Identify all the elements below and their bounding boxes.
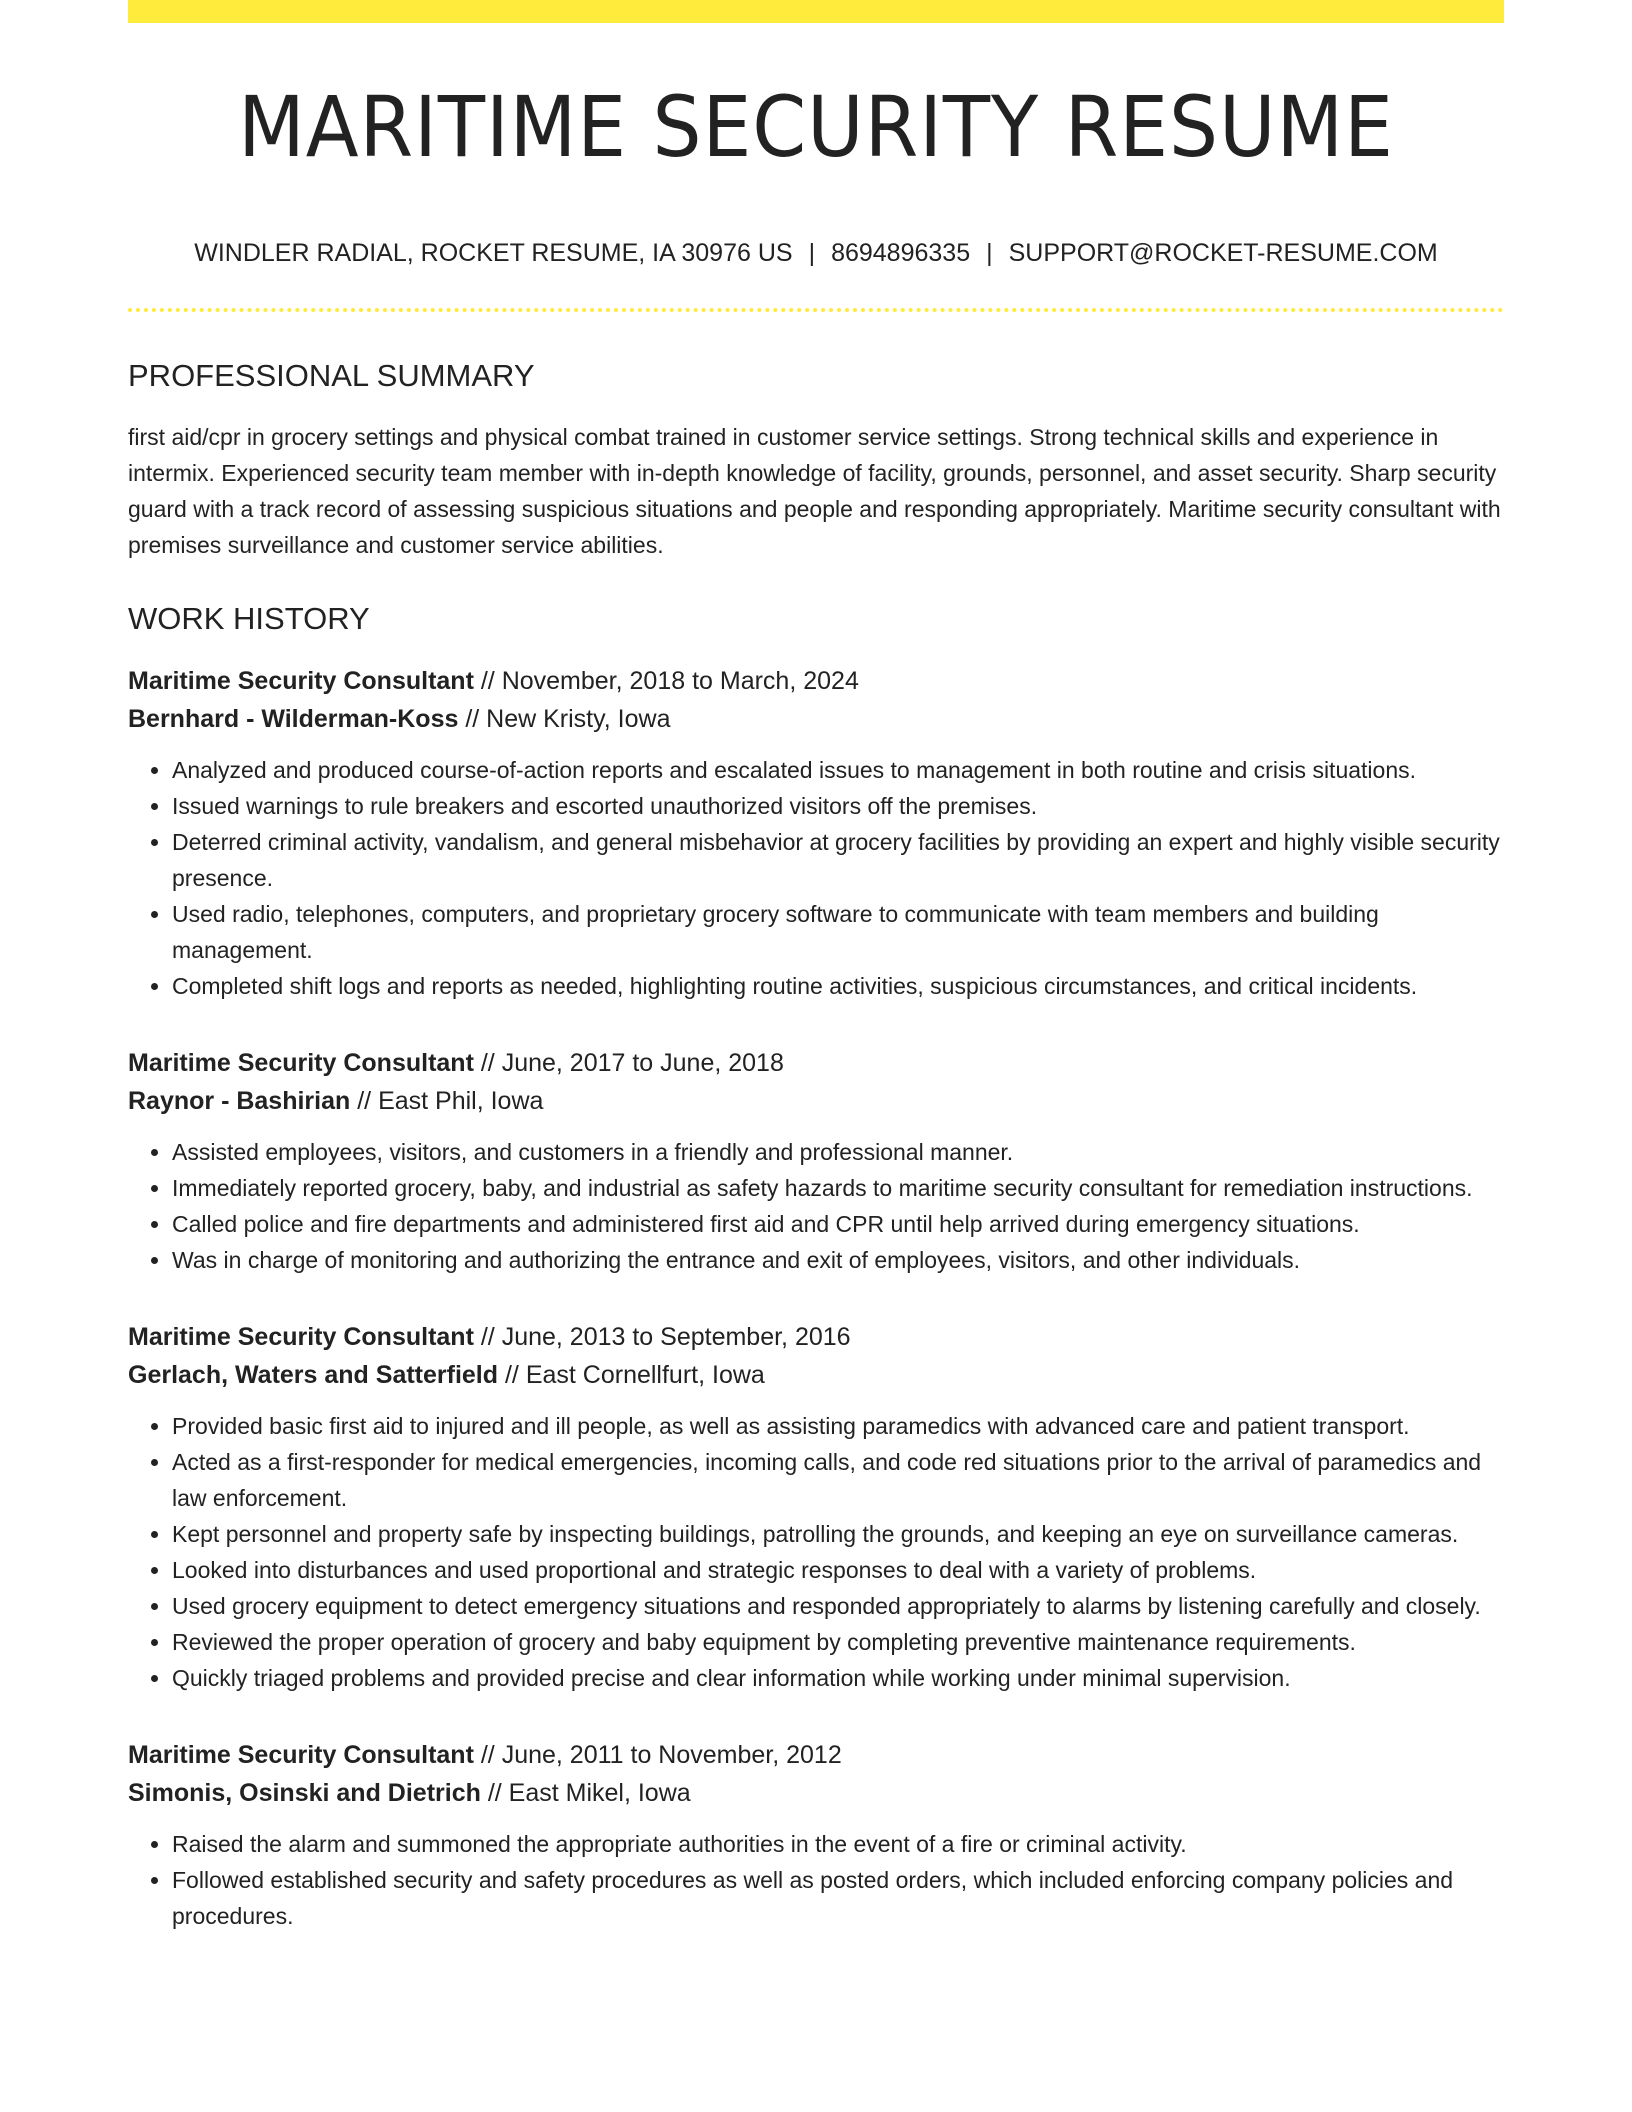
job-company-line	[128, 1356, 1504, 1394]
work-history-heading: WORK HISTORY	[128, 601, 370, 636]
job-bullet-item: • Acted as a first-responder for medical emergencies, incoming calls, and code red situations prior to the arrival of paramedics and law enforcement.	[172, 1444, 1504, 1516]
job-role: Maritime Security Consultant	[128, 1049, 474, 1077]
job-bullet-item: • Immediately reported grocery, baby, and industrial as safety hazards to maritime security consultant for remediation instructions.	[172, 1170, 1504, 1206]
top-accent-bar	[128, 0, 1504, 23]
job-entry	[128, 1044, 1504, 1278]
job-role-line	[128, 1318, 1504, 1356]
contact-line	[128, 239, 1504, 268]
job-bullet-item: • Was in charge of monitoring and authorizing the entrance and exit of employees, visitors, and other individuals.	[172, 1242, 1504, 1278]
job-role: Maritime Security Consultant	[128, 1741, 474, 1769]
summary-heading: PROFESSIONAL SUMMARY	[128, 358, 535, 393]
job-dates: // June, 2011 to November, 2012	[473, 1741, 842, 1769]
job-bullets	[128, 1134, 1504, 1278]
job-company: Bernhard - Wilderman-Koss	[128, 705, 459, 733]
job-bullet-item: • Quickly triaged problems and provided precise and clear information while working under minimal supervision.	[172, 1660, 1504, 1696]
job-role: Maritime Security Consultant	[128, 1323, 474, 1351]
job-company-line	[128, 700, 1504, 738]
job-bullets	[128, 1826, 1504, 1934]
job-location: // New Kristy, Iowa	[458, 705, 671, 733]
job-company: Simonis, Osinski and Dietrich	[128, 1779, 481, 1807]
job-bullet-item: • Raised the alarm and summoned the appropriate authorities in the event of a fire or criminal activity.	[172, 1826, 1504, 1862]
job-dates: // June, 2017 to June, 2018	[473, 1049, 784, 1077]
job-bullet-item: • Used radio, telephones, computers, and proprietary grocery software to communicate with team members and building management.	[172, 896, 1504, 968]
job-company-line	[128, 1774, 1504, 1812]
job-entry	[128, 1736, 1504, 1934]
job-location: // East Phil, Iowa	[350, 1087, 544, 1115]
job-bullet-item: • Kept personnel and property safe by inspecting buildings, patrolling the grounds, and keeping an eye on surveillance cameras.	[172, 1516, 1504, 1552]
job-bullet-item: • Deterred criminal activity, vandalism, and general misbehavior at grocery facilities by providing an expert and highly visible security presence.	[172, 824, 1504, 896]
summary-text: first aid/cpr in grocery settings and physical combat trained in customer service settings. Strong technical skills and experience in intermix. Experienced security team member with in-depth knowledge of facility, grounds, personnel, and asset security. Sharp security guard with a track record of assessing suspicious situations and people and responding appropriately. Maritime security consultant with premises surveillance and customer service abilities.	[128, 424, 1501, 558]
job-bullet-item: • Issued warnings to rule breakers and escorted unauthorized visitors off the premises.	[172, 788, 1504, 824]
job-bullet-item: • Completed shift logs and reports as needed, highlighting routine activities, suspicious circumstances, and critical incidents.	[172, 968, 1504, 1004]
job-bullets	[128, 752, 1504, 1004]
contact-email: SUPPORT@ROCKET-RESUME.COM	[1008, 239, 1438, 267]
contact-address: WINDLER RADIAL, ROCKET RESUME, IA 30976 US	[194, 239, 793, 267]
job-bullet-item: • Analyzed and produced course-of-action reports and escalated issues to management in both routine and crisis situations.	[172, 752, 1504, 788]
job-bullet-item: • Assisted employees, visitors, and customers in a friendly and professional manner.	[172, 1134, 1504, 1170]
resume-title: MARITIME SECURITY RESUME	[238, 78, 1394, 176]
job-bullet-item: • Reviewed the proper operation of grocery and baby equipment by completing preventive maintenance requirements.	[172, 1624, 1504, 1660]
work-history-list	[128, 662, 1504, 1934]
job-role: Maritime Security Consultant	[128, 667, 474, 695]
job-dates: // November, 2018 to March, 2024	[473, 667, 859, 695]
job-location: // East Mikel, Iowa	[480, 1779, 691, 1807]
job-entry	[128, 662, 1504, 1004]
job-company: Raynor - Bashirian	[128, 1087, 351, 1115]
job-bullet-item: • Used grocery equipment to detect emergency situations and responded appropriately to alarms by listening carefully and closely.	[172, 1588, 1504, 1624]
contact-separator: |	[808, 239, 816, 267]
contact-separator: |	[986, 239, 993, 267]
contact-phone: 8694896335	[831, 239, 971, 267]
job-bullet-item: • Followed established security and safety procedures as well as posted orders, which included enforcing company policies and procedures.	[172, 1862, 1504, 1934]
job-role-line	[128, 1044, 1504, 1082]
job-role-line	[128, 1736, 1504, 1774]
job-company: Gerlach, Waters and Satterfield	[128, 1361, 499, 1389]
job-company-line	[128, 1082, 1504, 1120]
job-entry	[128, 1318, 1504, 1696]
job-dates: // June, 2013 to September, 2016	[473, 1323, 851, 1351]
job-bullet-item: • Provided basic first aid to injured and ill people, as well as assisting paramedics with advanced care and patient transport.	[172, 1408, 1504, 1444]
job-bullets	[128, 1408, 1504, 1696]
job-role-line	[128, 662, 1504, 700]
dotted-divider	[128, 308, 1504, 312]
resume-page	[128, 0, 1504, 1934]
job-location: // East Cornellfurt, Iowa	[498, 1361, 765, 1389]
job-bullet-item: • Looked into disturbances and used proportional and strategic responses to deal with a variety of problems.	[172, 1552, 1504, 1588]
job-bullet-item: • Called police and fire departments and administered first aid and CPR until help arrived during emergency situations.	[172, 1206, 1504, 1242]
